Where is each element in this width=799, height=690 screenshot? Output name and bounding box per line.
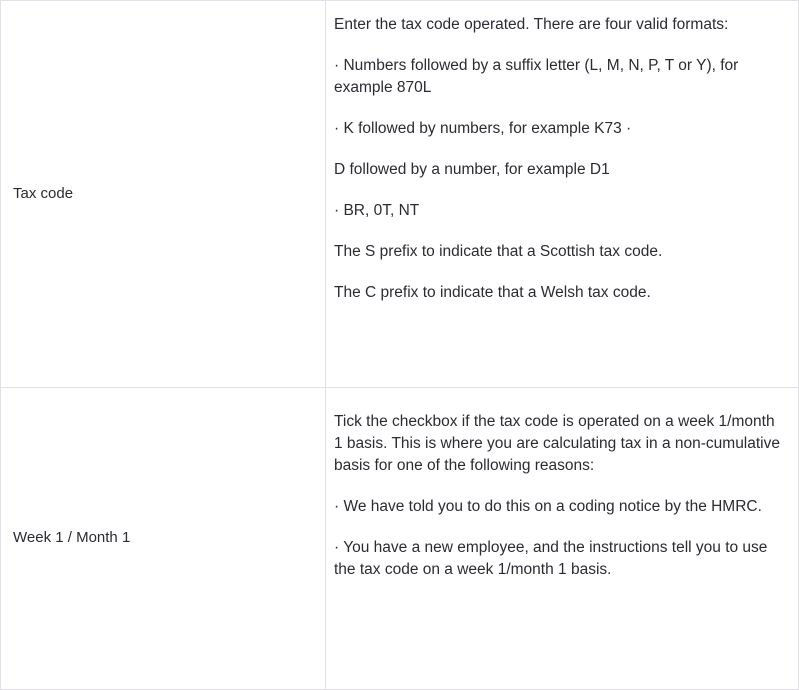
table-row: [1, 1, 799, 388]
description-paragraph: · We have told you to do this on a coding notice by the HMRC.: [334, 498, 762, 515]
description-paragraph: · You have a new employee, and the instructions tell you to use the tax code on a week 1/month 1 basis.: [334, 539, 768, 578]
description-tax-code: [326, 1, 799, 388]
description-paragraph: D followed by a number, for example D1: [334, 161, 610, 178]
description-paragraph: Tick the checkbox if the tax code is operated on a week 1/month 1 basis. This is where you are calculating tax in a non-cumulative basis for one of the following reasons:: [334, 413, 780, 474]
term-label-week1-month1: Week 1 / Month 1: [1, 388, 326, 690]
description-paragraph: The S prefix to indicate that a Scottish tax code.: [334, 243, 663, 260]
description-week1-month1: [326, 388, 799, 690]
description-paragraph: · K followed by numbers, for example K73 ·: [334, 120, 632, 137]
table-row: [1, 388, 799, 690]
description-paragraph: · Numbers followed by a suffix letter (L, M, N, P, T or Y), for example 870L: [334, 57, 739, 96]
description-paragraph: · BR, 0T, NT: [334, 202, 420, 219]
description-paragraph: The C prefix to indicate that a Welsh tax code.: [334, 284, 651, 301]
term-label-tax-code: Tax code: [1, 1, 326, 388]
description-paragraph: Enter the tax code operated. There are four valid formats:: [334, 16, 729, 33]
